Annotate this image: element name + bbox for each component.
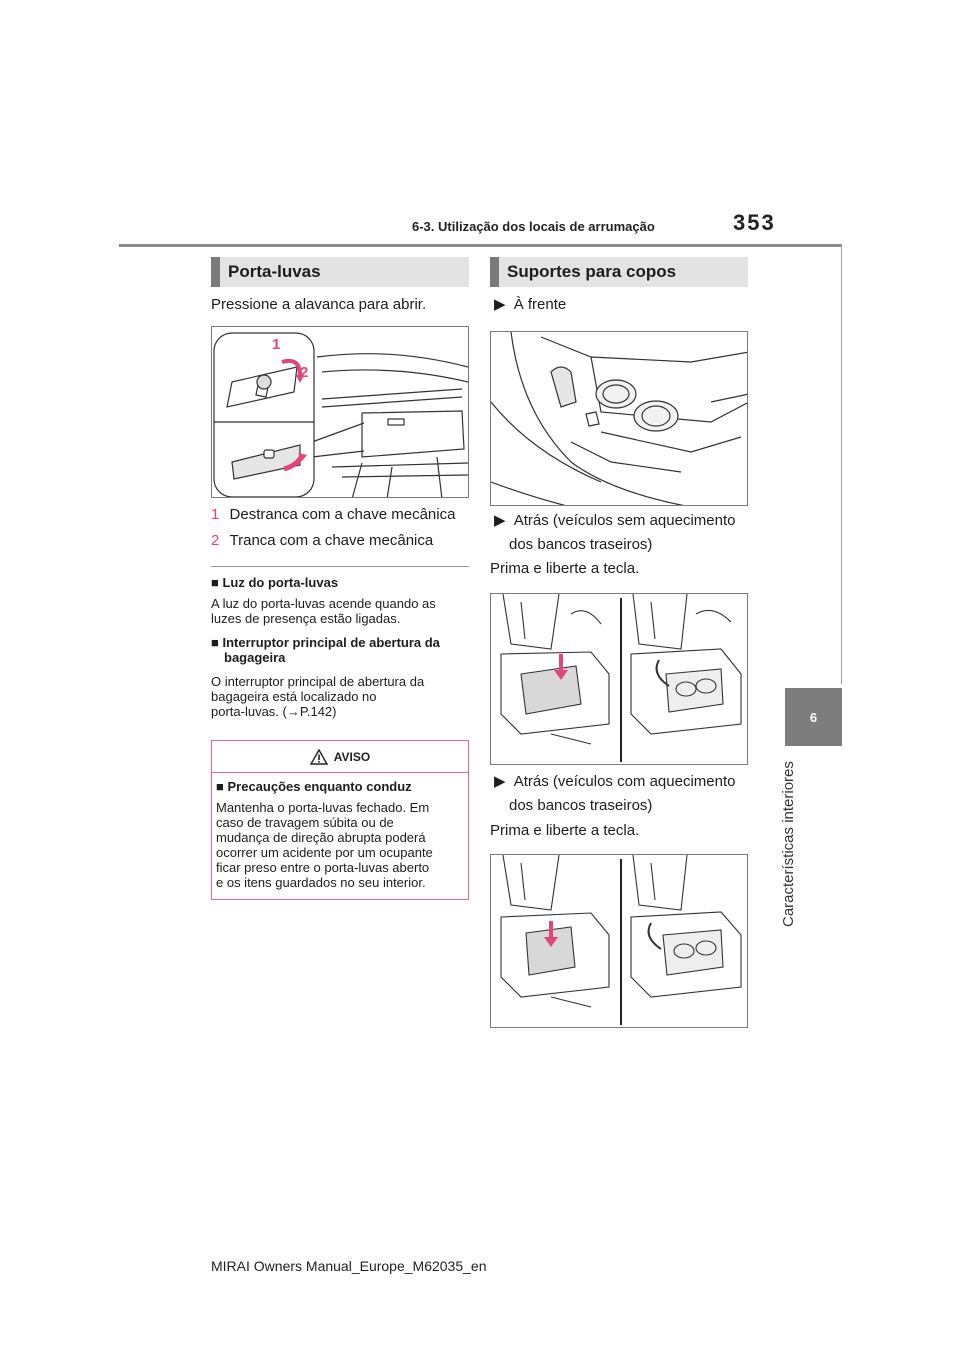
rear-heat-label (494, 771, 735, 817)
warning-box (211, 740, 469, 900)
rear-no-heat-label (494, 510, 735, 556)
rear-heat-figure (490, 854, 748, 1028)
rear-heat-illustration (491, 855, 748, 1028)
glovebox-figure (211, 326, 469, 498)
front-cupholder-figure (490, 331, 748, 506)
note-1-line: A luz do porta-luvas acende quando as (211, 596, 436, 611)
warning-title (212, 773, 468, 794)
triangle-bullet-icon: ▶ (494, 512, 506, 529)
note-2-body (211, 674, 424, 719)
step-1 (211, 504, 455, 526)
note-2-title-line: bagageira (224, 650, 286, 665)
step-2-text: Tranca com a chave mecânica (229, 532, 434, 549)
warning-triangle-icon (310, 749, 328, 765)
rear-no-heat-instruction: Prima e liberte a tecla. (490, 560, 640, 577)
rear-heat-line: dos bancos traseiros) (509, 797, 653, 814)
figure-callout-1: 1 (272, 336, 281, 353)
note-2-title-line: Interruptor principal de abertura da (222, 635, 440, 650)
note-2-title (211, 635, 440, 665)
page-number: 353 (733, 210, 776, 235)
step-2 (211, 530, 433, 552)
warning-header (212, 741, 468, 773)
front-cupholder-illustration (491, 332, 748, 506)
rear-no-heat-line: dos bancos traseiros) (509, 536, 653, 553)
note-2-line: bagageira está localizado no (211, 689, 377, 704)
side-rule (841, 244, 842, 684)
footer-manual-name: MIRAI Owners Manual_Europe_M62035_en (211, 1258, 487, 1274)
warning-title-text: Precauções enquanto conduz (227, 779, 412, 794)
figure-callout-2: 2 (300, 364, 309, 381)
warning-body (212, 794, 468, 890)
chapter-title-text: Características interiores (780, 761, 797, 927)
header-rule (119, 244, 841, 247)
step-2-number: 2 (211, 532, 220, 549)
note-1-body (211, 596, 436, 626)
note-1-line: luzes de presença estão ligadas. (211, 611, 401, 626)
note-1-title (211, 575, 338, 590)
rear-no-heat-figure (490, 593, 748, 765)
note-2-line: porta-luvas. (→P.142) (211, 704, 337, 719)
rear-heat-instruction: Prima e liberte a tecla. (490, 822, 640, 839)
note-1-title-text: Luz do porta-luvas (222, 575, 339, 590)
heading-suportes-copos: Suportes para copos (490, 257, 748, 287)
step-1-text: Destranca com a chave mecânica (229, 506, 456, 523)
rear-heat-line: Atrás (veículos com aquecimento (513, 773, 736, 790)
warning-line: Mantenha o porta-luvas fechado. Em (216, 800, 430, 815)
rear-no-heat-illustration (491, 594, 748, 765)
warning-line: ocorrer um acidente por um ocupante (216, 845, 433, 860)
chapter-title (780, 762, 802, 927)
square-bullet-icon: ■ (211, 635, 219, 650)
step-1-number: 1 (211, 506, 220, 523)
square-bullet-icon: ■ (211, 575, 219, 590)
warning-line: caso de travagem súbita ou de (216, 815, 394, 830)
square-bullet-icon: ■ (216, 779, 224, 794)
front-label (494, 294, 566, 316)
rear-no-heat-line: Atrás (veículos sem aquecimento (513, 512, 736, 529)
triangle-bullet-icon: ▶ (494, 296, 506, 313)
warning-line: mudança de direção abrupta poderá (216, 830, 426, 845)
section-title: 6-3. Utilização dos locais de arrumação (412, 219, 655, 234)
triangle-bullet-icon: ▶ (494, 773, 506, 790)
warning-label: AVISO (333, 749, 371, 764)
glovebox-intro: Pressione a alavanca para abrir. (211, 296, 427, 313)
note-2-line: O interruptor principal de abertura da (211, 674, 425, 689)
warning-line: ficar preso entre o porta-luvas aberto (216, 860, 430, 875)
notes-divider (211, 566, 469, 567)
warning-line: e os itens guardados no seu interior. (216, 875, 426, 890)
glovebox-illustration (212, 327, 469, 498)
heading-porta-luvas: Porta-luvas (211, 257, 469, 287)
chapter-tab[interactable]: 6 (785, 688, 842, 746)
front-label-text: À frente (513, 296, 567, 313)
